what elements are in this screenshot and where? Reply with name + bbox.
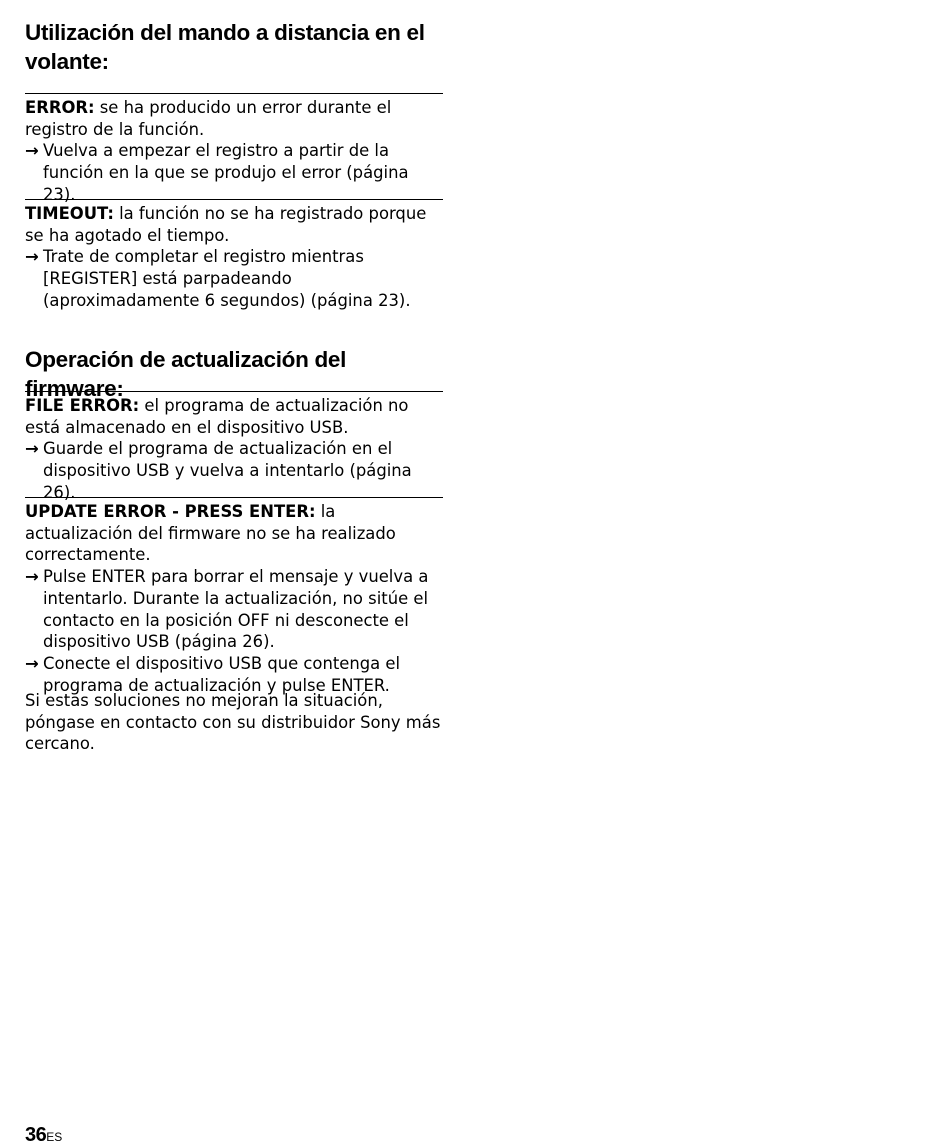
divider (25, 497, 443, 498)
step-text: Vuelva a empezar el registro a partir de la función en la que se produjo el error (página 23). (43, 141, 409, 204)
arrow-icon: → (25, 439, 39, 459)
entry-term: UPDATE ERROR - PRESS ENTER: (25, 502, 316, 521)
arrow-icon: → (25, 653, 39, 673)
entry-description (25, 395, 443, 438)
entry-term: FILE ERROR: (25, 396, 140, 415)
entry-desc: la función no se ha registrado porque se ha agotado el tiempo. (25, 204, 427, 245)
entry-term: TIMEOUT: (25, 204, 114, 223)
arrow-icon: → (25, 567, 39, 587)
entry-desc: el programa de actualización no está almacenado en el dispositivo USB. (25, 396, 409, 437)
page-language: ES (46, 1130, 63, 1144)
entry-desc: se ha producido un error durante el registro de la función. (25, 98, 392, 139)
arrow-icon: → (25, 247, 39, 267)
step-text: Pulse ENTER para borrar el mensaje y vuelva a intentarlo. Durante la actualización, no sitúe el contacto en la posición OFF ni desconecte el dispositivo USB (página 26). (43, 567, 429, 652)
solution-step (25, 140, 443, 205)
entry-description (25, 203, 443, 246)
troubleshoot-entry-file-error (25, 395, 443, 504)
section-heading-remote: Utilización del mando a distancia en el volante: (25, 20, 425, 74)
troubleshoot-entry-update-error (25, 501, 443, 696)
arrow-icon: → (25, 141, 39, 161)
step-text: Conecte el dispositivo USB que contenga el programa de actualización y pulse ENTER. (43, 653, 401, 695)
entry-term: ERROR: (25, 98, 95, 117)
divider (25, 93, 443, 94)
step-text: Trate de completar el registro mientras [REGISTER] está parpadeando (aproximadamente 6 segundos) (página 23). (43, 247, 411, 310)
solution-step (25, 566, 443, 653)
page-number-value: 36 (25, 1124, 47, 1146)
solution-step (25, 438, 443, 503)
troubleshoot-entry-error (25, 97, 443, 206)
section-heading-firmware: Operación de actualización del firmware: (25, 347, 347, 401)
troubleshoot-entry-timeout (25, 203, 443, 312)
divider (25, 199, 443, 200)
solution-step (25, 246, 443, 311)
entry-desc: la actualización del firmware no se ha realizado correctamente. (25, 502, 396, 565)
page-number (25, 1124, 62, 1147)
step-text: Guarde el programa de actualización en el dispositivo USB y vuelva a intentarlo (página 26). (43, 439, 412, 502)
entry-description (25, 97, 443, 140)
entry-description (25, 501, 443, 566)
closing-note: Si estas soluciones no mejoran la situación, póngase en contacto con su distribuidor Sony más cercano. (25, 691, 441, 754)
divider (25, 391, 443, 392)
